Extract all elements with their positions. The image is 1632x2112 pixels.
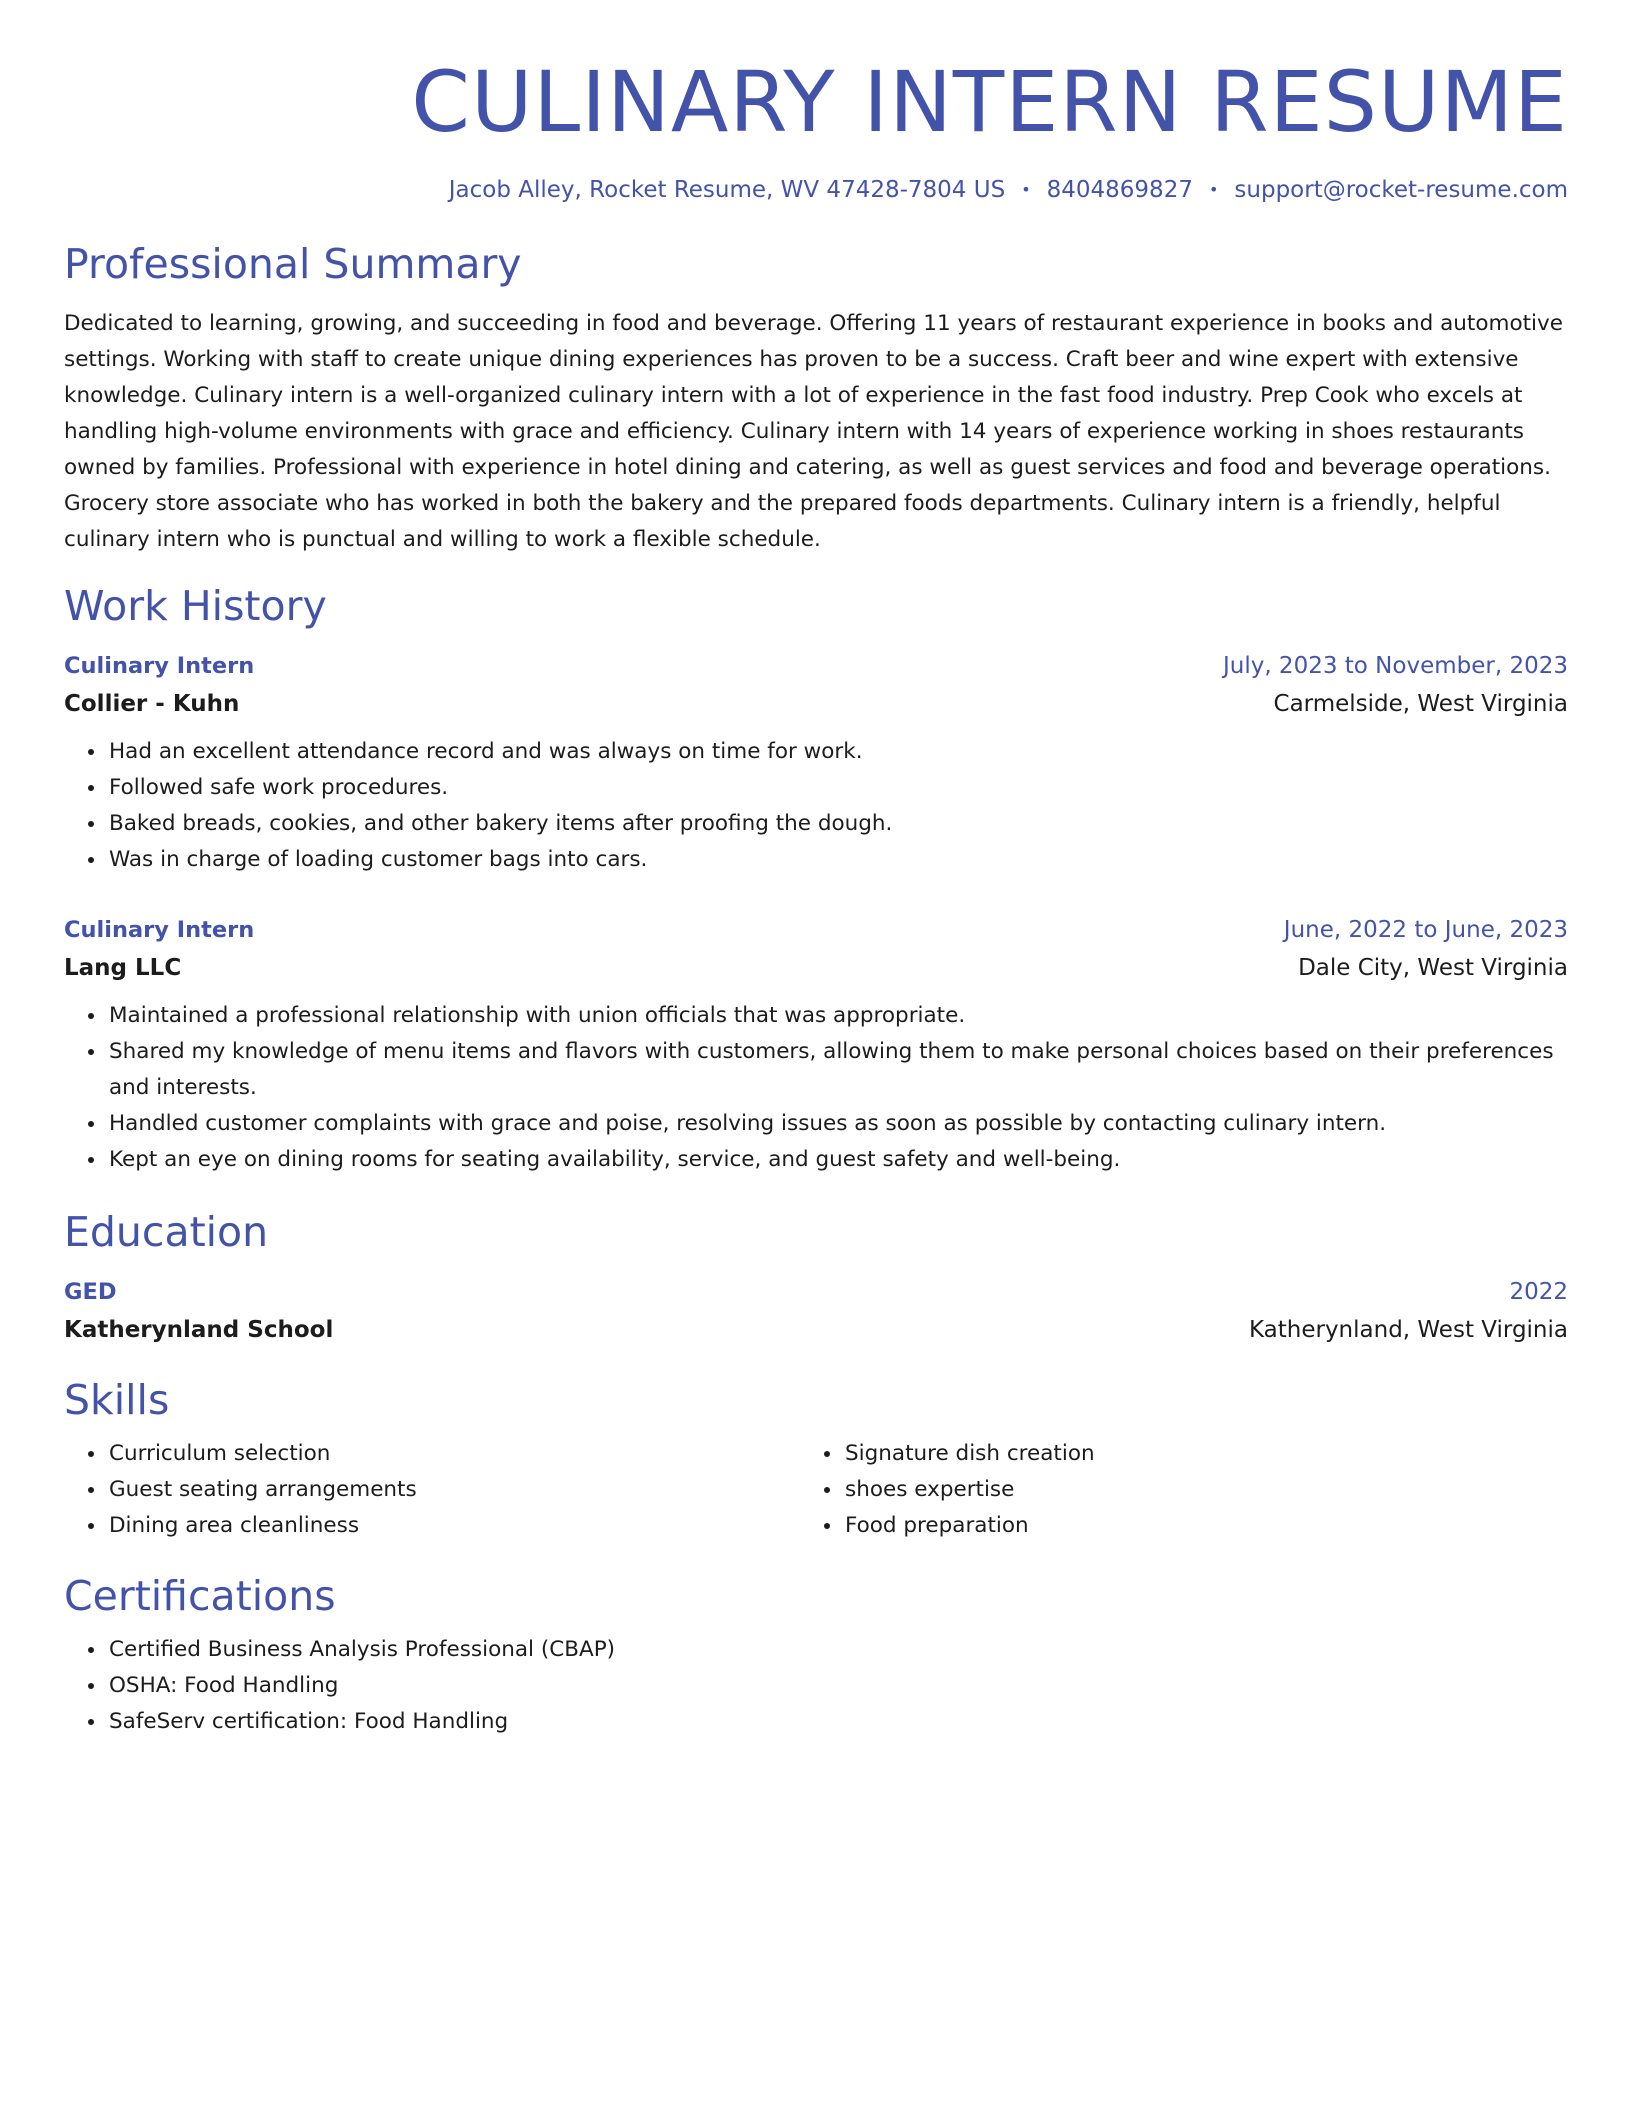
job-title-row [64, 912, 1568, 948]
resume-header [64, 48, 1568, 206]
job-dates: June, 2022 to June, 2023 [1283, 917, 1568, 943]
section-heading-summary: Professional Summary [64, 240, 522, 288]
job-bullet: • Baked breads, cookies, and other bakery items after proofing the dough. [107, 806, 1568, 842]
job-bullet: • Was in charge of loading customer bags into cars. [107, 842, 1568, 878]
job-bullets [64, 734, 1568, 878]
work-history-section [64, 578, 1568, 1178]
education-year: 2022 [1509, 1279, 1568, 1305]
contact-address: Jacob Alley, Rocket Resume, WV 47428-7804 US [448, 177, 1006, 203]
job-company-row [64, 684, 1568, 724]
certifications-section [64, 1568, 1568, 1740]
job-company: Collier - Kuhn [64, 691, 240, 717]
professional-summary-section [64, 236, 1568, 558]
contact-line [64, 174, 1568, 206]
certification-item: • Certified Business Analysis Professional (CBAP) [107, 1632, 1568, 1668]
job-entry [64, 912, 1568, 1178]
education-degree-row [64, 1274, 1568, 1310]
certification-item: • SafeServ certification: Food Handling [107, 1704, 1568, 1740]
job-dates: July, 2023 to November, 2023 [1222, 653, 1568, 679]
skill-item: • Guest seating arrangements [107, 1472, 800, 1508]
job-bullet: • Followed safe work procedures. [107, 770, 1568, 806]
contact-email: support@rocket-resume.com [1234, 177, 1568, 203]
education-degree: GED [64, 1279, 117, 1305]
skills-grid [64, 1436, 1568, 1544]
contact-phone: 8404869827 [1046, 177, 1193, 203]
job-entry [64, 648, 1568, 878]
job-role: Culinary Intern [64, 917, 255, 943]
skills-list-right [800, 1436, 1568, 1544]
job-role: Culinary Intern [64, 653, 255, 679]
job-bullet: • Handled customer complaints with grace and poise, resolving issues as soon as possible by contacting culinary intern. [107, 1106, 1568, 1142]
job-company: Lang LLC [64, 955, 182, 981]
section-heading-certifications: Certifications [64, 1572, 336, 1620]
contact-separator: • [1208, 180, 1219, 199]
job-title-row [64, 648, 1568, 684]
job-location: Dale City, West Virginia [1298, 955, 1568, 981]
job-company-row [64, 948, 1568, 988]
contact-separator: • [1021, 180, 1031, 199]
summary-text: Dedicated to learning, growing, and succeeding in food and beverage. Offering 11 years of restaurant experience in books and automotive settings. Working with staff to create unique dining experiences has proven to be a success. Craft beer and wine expert with extensive knowledge. Culinary intern is a well-organized culinary intern with a lot of experience in the fast food industry. Prep Cook who excels at handling high-volume environments with grace and efficiency. Culinary intern with 14 years of experience working in shoes restaurants owned by families. Professional with experience in hotel dining and catering, as well as guest services and food and beverage operations. Grocery store associate who has worked in both the bakery and the prepared foods departments. Culinary intern is a friendly, helpful culinary intern who is punctual and willing to work a flexible schedule. [64, 311, 1563, 552]
education-entry [64, 1274, 1568, 1350]
section-heading-work: Work History [64, 582, 327, 630]
resume-title: CULINARY INTERN RESUME [411, 53, 1568, 151]
section-heading-education: Education [64, 1208, 269, 1256]
skill-item: • Signature dish creation [843, 1436, 1568, 1472]
education-section [64, 1204, 1568, 1350]
skills-section [64, 1372, 1568, 1544]
skill-item: • Dining area cleanliness [107, 1508, 800, 1544]
job-bullet: • Had an excellent attendance record and was always on time for work. [107, 734, 1568, 770]
job-bullet: • Shared my knowledge of menu items and flavors with customers, allowing them to make personal choices based on their preferences and interests. [107, 1034, 1568, 1106]
job-bullet: • Maintained a professional relationship with union officials that was appropriate. [107, 998, 1568, 1034]
skill-item: • shoes expertise [843, 1472, 1568, 1508]
certifications-list [64, 1632, 1568, 1740]
section-heading-skills: Skills [64, 1376, 170, 1424]
education-location: Katherynland, West Virginia [1248, 1317, 1568, 1343]
education-school: Katherynland School [64, 1317, 334, 1343]
job-bullet: • Kept an eye on dining rooms for seating availability, service, and guest safety and well-being. [107, 1142, 1568, 1178]
education-school-row [64, 1310, 1568, 1350]
job-location: Carmelside, West Virginia [1273, 691, 1568, 717]
skills-list-left [64, 1436, 800, 1544]
job-bullets [64, 998, 1568, 1178]
skills-column-left [64, 1436, 800, 1544]
skill-item: • Food preparation [843, 1508, 1568, 1544]
skills-column-right [800, 1436, 1568, 1544]
skill-item: • Curriculum selection [107, 1436, 800, 1472]
certification-item: • OSHA: Food Handling [107, 1668, 1568, 1704]
